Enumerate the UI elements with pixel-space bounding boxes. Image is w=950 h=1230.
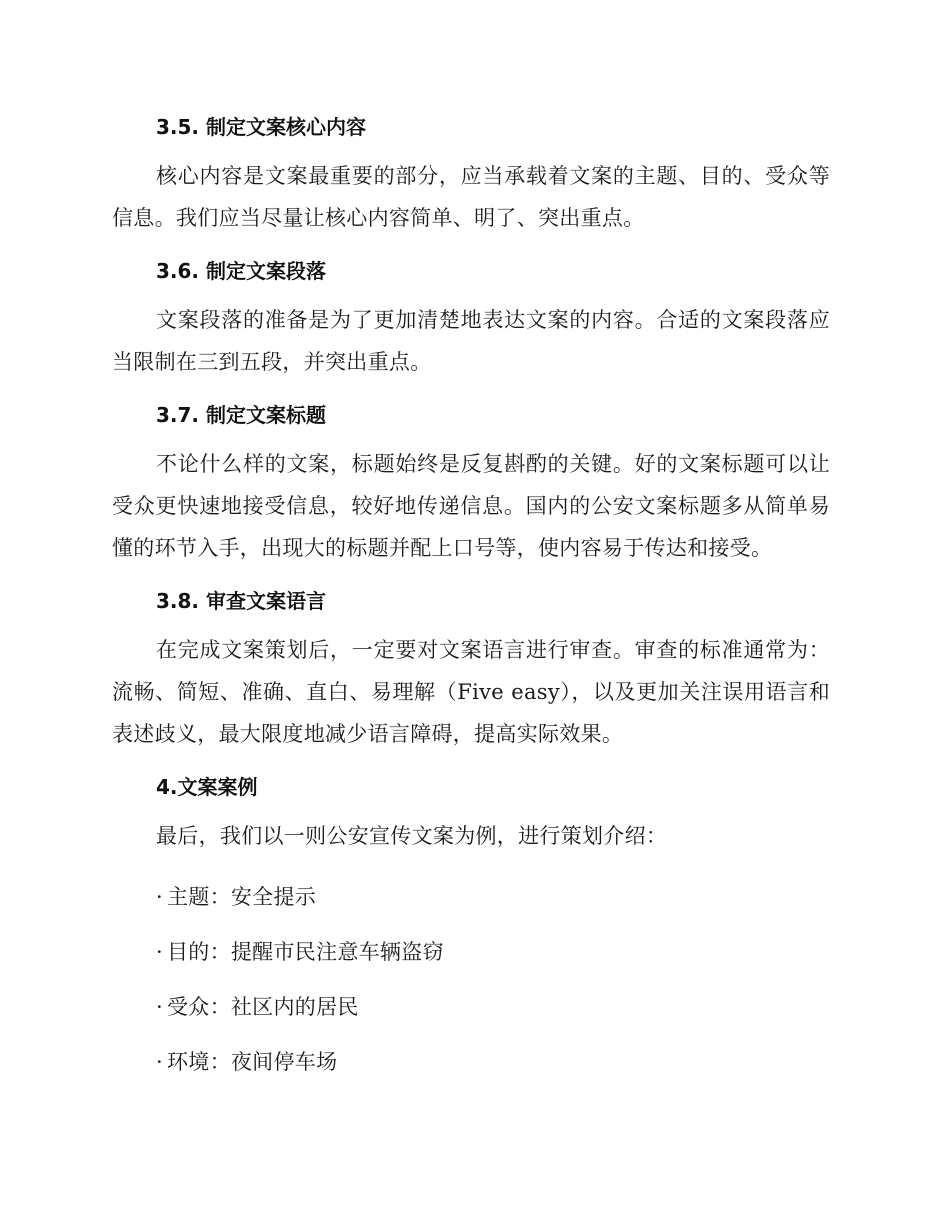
list-item-text: 主题：安全提示: [166, 885, 317, 909]
list-item-text: 受众：社区内的居民: [166, 995, 359, 1019]
list-item: [156, 937, 830, 967]
section-paragraph-3-5: 核心内容是文案最重要的部分，应当承载着文案的主题、目的、受众等信息。我们应当尽量让核心内容简单、明了、突出重点。: [112, 164, 830, 230]
list-item: [156, 992, 830, 1022]
bullet-marker: ·: [156, 995, 163, 1019]
bullet-marker: ·: [156, 1050, 163, 1074]
section-paragraph-3-8: 在完成文案策划后，一定要对文案语言进行审查。审查的标准通常为：流畅、简短、准确、直白、易理解（Five easy），以及更加关注误用语言和表述歧义，最大限度地减少语言障碍，提高实际效果。: [112, 638, 830, 746]
list-item-text: 目的：提醒市民注意车辆盗窃: [166, 940, 444, 964]
section-paragraph-3-7: 不论什么样的文案，标题始终是反复斟酌的关键。好的文案标题可以让受众更快速地接受信息，较好地传递信息。国内的公安文案标题多从简单易懂的环节入手，出现大的标题并配上口号等，使内容易于传达和接受。: [112, 452, 830, 560]
section-paragraph-3-6: 文案段落的准备是为了更加清楚地表达文案的内容。合适的文案段落应当限制在三到五段，并突出重点。: [112, 308, 830, 374]
bullet-marker: ·: [156, 885, 163, 909]
bullet-marker: ·: [156, 940, 163, 964]
section-heading-3-8: 3.8. 审查文案语言: [156, 589, 326, 613]
list-item: [156, 1047, 830, 1077]
section-heading-4: 4.文案案例: [156, 775, 258, 799]
section-heading-3-7: 3.7. 制定文案标题: [156, 403, 326, 427]
list-item: [156, 882, 830, 912]
intro-line: 最后，我们以一则公安宣传文案为例，进行策划介绍：: [156, 824, 668, 848]
list-item-text: 环境：夜间停车场: [166, 1050, 338, 1074]
section-heading-3-6: 3.6. 制定文案段落: [156, 259, 326, 283]
section-heading-3-5: 3.5. 制定文案核心内容: [156, 115, 366, 139]
